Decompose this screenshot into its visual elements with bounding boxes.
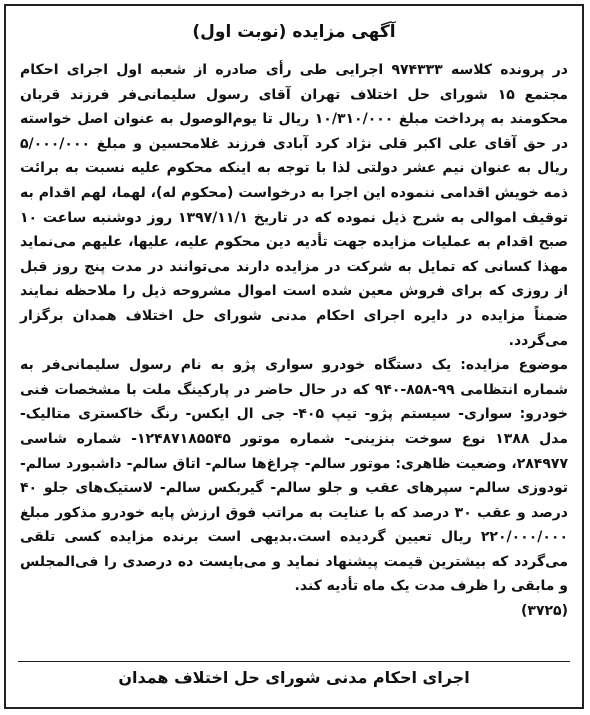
notice-code: (۳۷۲۵) (521, 603, 568, 620)
notice-paragraph-1: در پرونده کلاسه ۹۷۴۳۳۳ اجرایی طی رأی صادره از شعبه اول اجرای احکام مجتمع ۱۵ شورای حل اختلاف تهران آقای رسول سلیمانی‌فر فرزند قربان محکومند به پرداخت مبلغ ۱۰/۳۱۰/۰۰۰ ریال تا یوم‌الوصول به عنوان اصل خواسته در حق آقای علی اکبر قلی نژاد کرد آبادی فرزند غلامحسین و مبلغ ۵/۰۰۰/۰۰۰ ریال به عنوان نیم عشر دولتی لذا با توجه به اینکه محکوم علیه نسبت به برائت ذمه خویش اقدامی ننموده این اجرا به درخواست (محکوم له)، لهما، لهم اقدام به توقیف اموالی به شرح ذیل نموده که در تاریخ ۱۳۹۷/۱۱/۱ روز دوشنبه ساعت ۱۰ صبح اقدام به عملیات مزایده جهت تأدیه دین محکوم علیه، علیها، علیهم می‌نماید مهذا کسانی که تمایل به شرکت در مزایده دارند می‌توانند در مدت پنج روز قبل از روزی که برای فروش معین شده است اموال مشروحه ذیل را ملاحظه نمایند ضمناً مزایده در دایره اجرای احکام مدنی شورای حل اختلاف همدان برگزار می‌گردد. (20, 62, 568, 349)
notice-body (20, 58, 568, 624)
footer-divider (18, 661, 570, 662)
notice-frame (4, 4, 584, 709)
notice-footer: اجرای احکام مدنی شورای حل اختلاف همدان (118, 668, 470, 687)
notice-title: آگهی مزایده (نوبت اول) (192, 22, 396, 42)
notice-paragraph-2: موضوع مزایده: یک دستگاه خودرو سواری پژو به نام رسول سلیمانی‌فر به شماره انتظامی ۹۹-۸۵۸-۹۴۰ که در حال حاضر در پارکینگ ملت با مشخصات فنی خودرو: سواری- سیستم پژو- تیپ ۴۰۵- جی ال ایکس- رنگ خاکستری متالیک- مدل ۱۳۸۸ نوع سوخت بنزینی- شماره موتور ۱۲۴۸۷۱۸۵۵۴۵- شماره شاسی ۲۸۴۹۷۷، وضعیت ظاهری: موتور سالم- چراغ‌ها سالم- اتاق سالم- داشبورد سالم- تودوزی سالم- سپرهای عقب و جلو سالم- گیربکس سالم- لاستیک‌های جلو ۴۰ درصد و عقب ۳۰ درصد که با عنایت به مراتب فوق ارزش پایه خودرو مذکور مبلغ ۲۲۰/۰۰۰/۰۰۰ ریال تعیین گردیده است.بدیهی است برنده مزایده کسی تلقی می‌گردد که بیشترین قیمت پیشنهاد نماید و می‌بایست ده درصدی را فی‌المجلس و مابقی را ظرف مدت یک ماه تأدیه کند. (20, 357, 568, 595)
